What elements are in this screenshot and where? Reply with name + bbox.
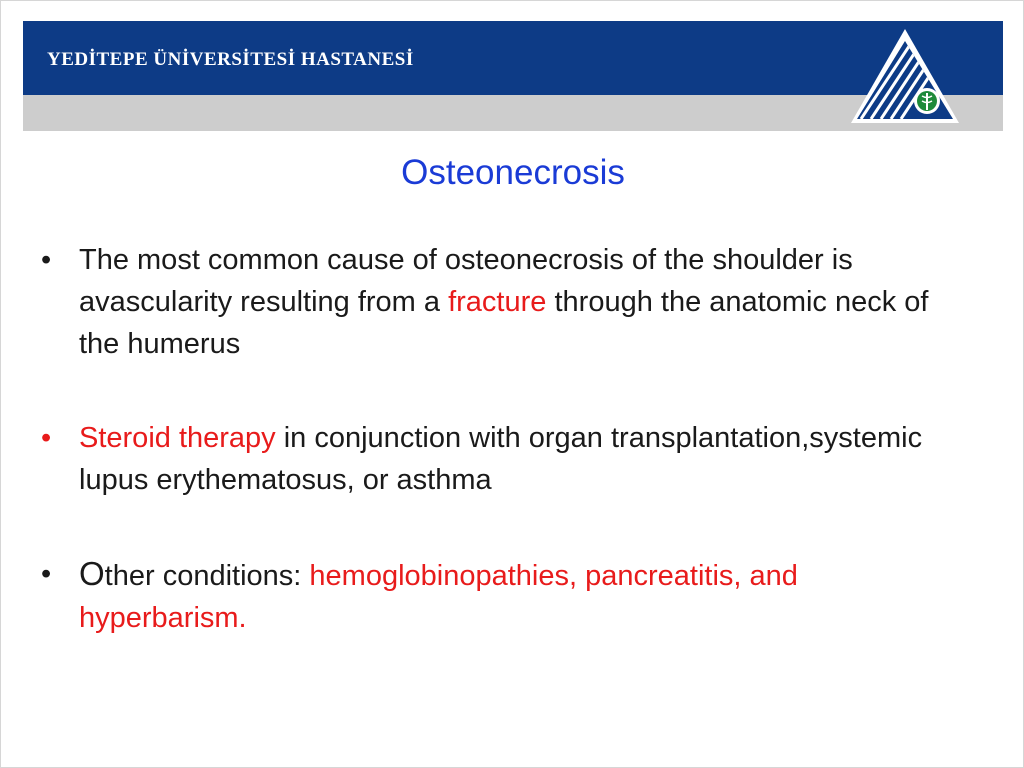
bullet-text: through the anatomic neck of the humerus	[79, 286, 929, 360]
highlight-text: hemoglobinopathies, pancreatitis, and hyperbarism.	[79, 560, 798, 634]
highlight-text: Steroid therapy	[79, 422, 276, 454]
bullet-initial: O	[79, 555, 105, 592]
bullet-dot: •	[41, 244, 52, 276]
bullet-text: ther conditions:	[104, 560, 310, 592]
list-item	[41, 417, 941, 501]
bullet-dot: •	[41, 422, 52, 454]
header-banner	[23, 21, 1003, 131]
bullet-text: The most common cause of osteonecrosis of the shoulder is avascularity resulting from a	[79, 244, 853, 318]
list-item	[41, 553, 941, 639]
bullet-list	[41, 239, 941, 691]
bullet-dot: •	[41, 558, 52, 590]
hospital-name: YEDİTEPE ÜNİVERSİTESİ HASTANESİ	[47, 49, 414, 70]
highlight-text: fracture	[448, 286, 547, 318]
list-item	[41, 239, 941, 365]
bullet-text: in conjunction with organ transplantation,systemic lupus erythematosus, or asthma	[79, 422, 923, 496]
hospital-triangle-logo-icon	[851, 23, 959, 123]
slide-title: Osteonecrosis	[401, 153, 625, 192]
